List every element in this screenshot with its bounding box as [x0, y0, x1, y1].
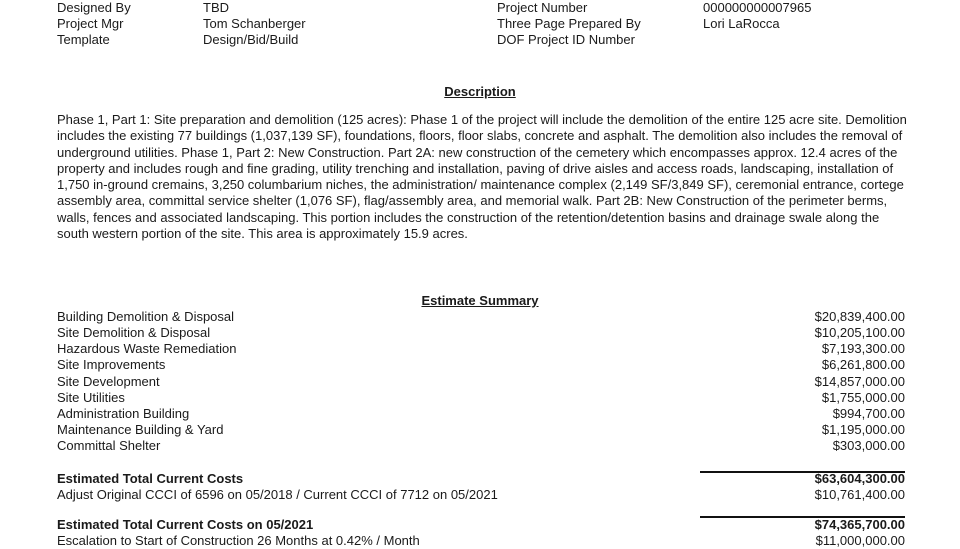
total-current-row — [57, 471, 905, 487]
estimate-row-amount: $14,857,000.00 — [814, 374, 905, 389]
estimate-row-label: Site Demolition & Disposal — [57, 325, 211, 340]
total-dated-amount: $74,365,700.00 — [814, 517, 905, 532]
estimate-row-amount: $7,193,300.00 — [821, 341, 905, 356]
prepared-by-label: Three Page Prepared By — [497, 16, 641, 31]
estimate-row-amount: $994,700.00 — [832, 406, 905, 421]
escalation-row — [57, 533, 905, 549]
project-mgr-value: Tom Schanberger — [203, 16, 306, 31]
project-mgr-label: Project Mgr — [57, 16, 124, 31]
description-body — [57, 112, 907, 242]
estimate-row — [57, 422, 905, 438]
estimate-row-label: Administration Building — [57, 406, 190, 421]
estimate-row-label: Maintenance Building & Yard — [57, 422, 224, 437]
template-label: Template — [57, 32, 110, 47]
estimate-row-amount: $303,000.00 — [832, 438, 905, 453]
estimate-row-amount: $1,195,000.00 — [821, 422, 905, 437]
estimate-row-label: Committal Shelter — [57, 438, 161, 453]
estimate-row — [57, 374, 905, 390]
adjustment-row — [57, 487, 905, 503]
estimate-row — [57, 390, 905, 406]
estimate-row-label: Site Improvements — [57, 357, 166, 372]
estimate-row-amount: $10,205,100.00 — [814, 325, 905, 340]
template-value: Design/Bid/Build — [203, 32, 299, 47]
total-dated-label: Estimated Total Current Costs on 05/2021 — [57, 517, 314, 532]
total-current-amount: $63,604,300.00 — [814, 471, 905, 486]
estimate-row-amount: $6,261,800.00 — [821, 357, 905, 372]
escalation-label: Escalation to Start of Construction 26 Months at 0.42% / Month — [57, 533, 420, 548]
project-number-value: 000000000007965 — [703, 0, 812, 15]
estimate-row — [57, 309, 905, 325]
total-current-label: Estimated Total Current Costs — [57, 471, 244, 486]
estimate-row-label: Site Utilities — [57, 390, 125, 405]
adjustment-label: Adjust Original CCCI of 6596 on 05/2018 / Current CCCI of 7712 on 05/2021 — [57, 487, 498, 502]
estimate-row — [57, 325, 905, 341]
estimate-row-amount: $20,839,400.00 — [814, 309, 905, 324]
description-title: Description — [444, 84, 516, 99]
estimate-row-label: Site Development — [57, 374, 160, 389]
total-dated-row — [57, 517, 905, 533]
estimate-row — [57, 438, 905, 454]
estimate-summary-title: Estimate Summary — [421, 293, 539, 308]
project-number-label: Project Number — [497, 0, 588, 15]
estimate-row — [57, 341, 905, 357]
estimate-row — [57, 406, 905, 422]
description-text: Phase 1, Part 1: Site preparation and demolition (125 acres): Phase 1 of the project will include the demolition of the entire 125 acre site. Demolition includes the existing 77 buildings (1,037,139 SF), foundations, floors, floor slabs, concrete and asphalt. The demolition also includes the removal of underground utilities. Phase 1, Part 2: New Construction. Part 2A: new construction of the cemetery which encompasses approx. 12.4 acres of the property and includes rough and fine grading, utility trenching and installation, paving of drive aisles and access roads, landscaping, installation of 1,750 in-ground cremains, 3,250 columbarium niches, the administration/ maintenance complex (2,149 SF/3,849 SF), ceremonial entrance, cortege assembly area, committal service shelter (1,076 SF), flag/assembly area, and memorial walk. Part 2B: New Construction of the perimeter berms, walls, fences and associated landscaping. This portion includes the construction of the retention/detention basins and drainage swale along the south western portion of the site. This area is approximately 15.9 acres. — [57, 112, 907, 242]
estimate-row-label: Hazardous Waste Remediation — [57, 341, 237, 356]
designed-by-label: Designed By — [57, 0, 131, 15]
dof-project-id-label: DOF Project ID Number — [497, 32, 635, 47]
escalation-amount: $11,000,000.00 — [815, 533, 905, 548]
estimate-row — [57, 357, 905, 373]
prepared-by-value: Lori LaRocca — [703, 16, 780, 31]
adjustment-amount: $10,761,400.00 — [814, 487, 905, 502]
estimate-row-amount: $1,755,000.00 — [821, 390, 905, 405]
estimate-row-label: Building Demolition & Disposal — [57, 309, 235, 324]
designed-by-value: TBD — [203, 0, 229, 15]
